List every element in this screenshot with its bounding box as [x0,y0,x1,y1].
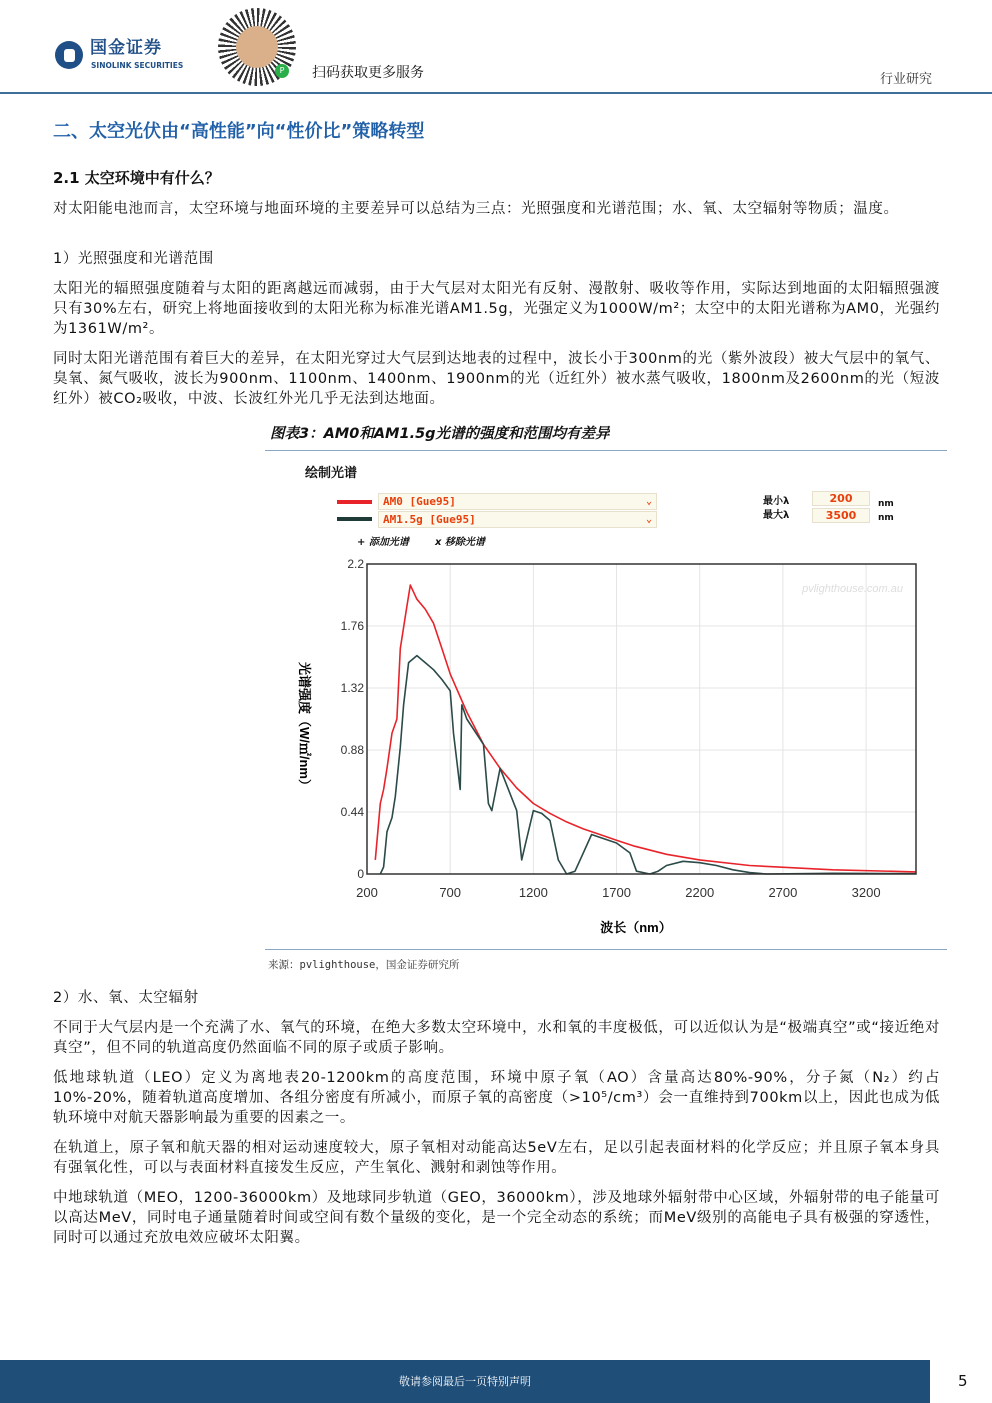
max-unit: nm [878,513,894,523]
footer-disclaimer: 敬请参阅最后一页特别声明 [0,1360,930,1403]
plot-frame [367,564,916,874]
plot-spectrum-title: 绘制光谱 [305,466,358,481]
chart-watermark: pvlighthouse.com.au [802,583,903,595]
scan-text: 扫码获取更多服务 [312,65,424,81]
mini-program-icon: P [275,64,289,78]
max-lambda-label: 最大λ [763,510,790,521]
logo-text: 国金证券 [90,38,162,58]
paragraph: 同时太阳光谱范围有着巨大的差异，在太阳光穿过大气层到达地表的过程中，波长小于300nm的光（紫外波段）被大气层中的氧气、臭氧、氮气吸收，波长为900nm、1100nm、1400nm、1900nm的光（近红外）被水蒸气吸收，1800nm及2600nm的光（短波红外）被CO₂吸收，中波、长波红外光几乎无法到达地面。 [53,351,940,407]
x-tick-label: 1700 [602,885,632,900]
chevron-down-icon: ⌄ [645,514,652,525]
chevron-down-icon: ⌄ [645,496,652,507]
x-tick-label: 3200 [851,885,881,900]
paragraph: 不同于大气层内是一个充满了水、氧气的环境，在绝大多数太空环境中，水和氧的丰度极低，可以近似认为是“极端真空”或“接近绝对真空”，但不同的轨道高度仍然面临不同的原子或质子影响。 [53,1020,940,1056]
y-tick-label: 0 [357,867,364,881]
x-axis-label: 波长（nm） [600,920,672,935]
series-line-am0 [375,585,916,872]
paragraph: 低地球轨道（LEO）定义为离地表20-1200km的高度范围，环境中原子氧（AO）含量高达80%-90%，分子氮（N₂）约占10%-20%，随着轨道高度增加、各组分密度有所减小，而原子氧的高密度（>10⁵/cm³）会一直维持到700km以上，因此也成为低轨环境中对航天器影响最为重要的因素之一。 [53,1070,940,1126]
paragraph: 中地球轨道（MEO，1200-36000km）及地球同步轨道（GEO，36000km），涉及地球外辐射带中心区域，外辐射带的电子能量可以高达MeV，同时电子通量随着时间或空间有数个量级的变化，是一个完全动态的系统；而MeV级别的高能电子具有极强的穿透性，同时可以通过充放电效应破坏太阳翼。 [53,1190,940,1246]
section-title: 二、太空光伏由“高性能”向“性价比”策略转型 [53,121,425,142]
y-tick-label: 1.32 [340,681,364,695]
paragraph: 对太阳能电池而言，太空环境与地面环境的主要差异可以总结为三点：光照强度和光谱范围；水、氧、太空辐射等物质；温度。 [53,201,899,217]
spectrum-select-2-value: AM1.5g [Gue95] [383,513,476,526]
min-lambda-label: 最小λ [763,496,790,507]
paragraph: 在轨道上，原子氧和航天器的相对运动速度较大，原子氧相对动能高达5eV左右，足以引起表面材料的化学反应；并且原子氧本身具有强氧化性，可以与表面材料直接发生反应，产生氧化、溅射和剥蚀等作用。 [53,1140,940,1176]
figure-bottom-rule [265,949,947,950]
max-lambda-input[interactable]: 3500 [812,508,870,523]
y-tick-label: 0.88 [340,743,364,757]
min-lambda-input[interactable]: 200 [812,491,870,506]
page-number: 5 [958,1372,968,1390]
add-spectrum-link[interactable]: + 添加光谱 [357,537,409,548]
y-tick-label: 2.2 [347,557,364,571]
paragraph-heading: 2）水、氧、太空辐射 [53,990,199,1006]
spectrum-select-1-value: AM0 [Gue95] [383,495,456,508]
x-tick-label: 2200 [685,885,715,900]
x-tick-label: 2700 [768,885,798,900]
x-tick-label: 700 [439,885,462,900]
logo-subtext: SINOLINK SECURITIES [91,61,184,70]
paragraph: 太阳光的辐照强度随着与太阳的距离越远而减弱，由于大气层对太阳光有反射、漫散射、吸收等作用，实际达到地面的太阳辐照强渡只有30%左右，研究上将地面接收到的太阳光称为标准光谱AM1.5g，光强定义为1000W/m²；太空中的太阳光谱称为AM0，光强约为1361W/m²。 [53,281,940,337]
report-category: 行业研究 [880,72,933,87]
figure-title: 图表3：AM0和AM1.5g光谱的强度和范围均有差异 [270,426,610,442]
x-tick-label: 200 [356,885,378,900]
subsection-title: 2.1 太空环境中有什么？ [53,169,220,187]
y-axis-label: 光谱强度（W/㎡/nm） [297,662,312,792]
y-tick-label: 1.76 [340,619,364,633]
x-tick-label: 1200 [518,885,548,900]
remove-spectrum-link[interactable]: x 移除光谱 [435,537,485,548]
y-tick-label: 0.44 [340,805,364,819]
paragraph-heading: 1）光照强度和光谱范围 [53,251,214,267]
figure-source: 来源：pvlighthouse，国金证券研究所 [268,959,460,971]
min-unit: nm [878,499,894,509]
